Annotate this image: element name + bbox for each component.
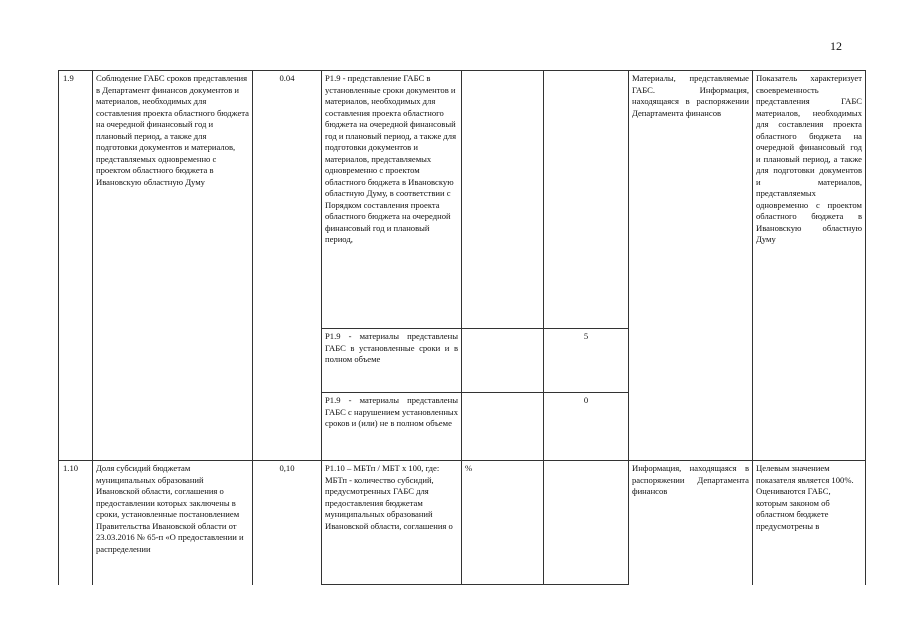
score-cell: 5 bbox=[544, 329, 629, 393]
indicator-name: Доля субсидий бюджетам муниципальных образований Ивановской области, соглашения о предоставлении которых заключены в сроки, установленные постановлением Правительства Ивановской области от 23.03.2016 № 65-п «О предоставлении и распределении bbox=[93, 461, 253, 585]
score-cell bbox=[544, 71, 629, 329]
formula-cell: Р1.9 - представление ГАБС в установленные сроки документов и материалов, необходимых для составления проекта областного бюджета на очередной финансовый год и плановый период, а также для подготовки документов и материалов, представляемых одновременно с проектом областного бюджета в Ивановскую областную Думу, в соответствии с Порядком составления проекта областного бюджета на очередной финансовый год и плановый период, bbox=[322, 71, 462, 329]
indicator-comment: Показатель характеризует своевременность представления ГАБС материалов, необходимых для составления проекта областного бюджета на очередной финансовый год и плановый период, а также для подготовки документов и материалов, представляемых одновременно с проектом областного бюджета в Ивановскую областную Думу bbox=[753, 71, 866, 461]
indicator-name: Соблюдение ГАБС сроков представления в Департамент финансов документов и материалов, необходимых для составления проекта областного бюджета на очередной финансовый год и плановый период, а также для подготовки документов и материалов, представляемых одновременно с проектом областного бюджета в Ивановскую областную Думу bbox=[93, 71, 253, 461]
data-source: Информация, находящаяся в распоряжении Департамента финансов bbox=[629, 461, 753, 585]
indicator-comment: Целевым значением показателя является 100%. Оцениваются ГАБС, которым законом об областном бюджете предусмотрены в bbox=[753, 461, 866, 585]
table-row bbox=[59, 71, 866, 329]
data-source: Материалы, представляемые ГАБС. Информация, находящаяся в распоряжении Департамента финансов bbox=[629, 71, 753, 461]
score-cell: 0 bbox=[544, 393, 629, 461]
unit-cell bbox=[462, 393, 544, 461]
row-number: 1.9 bbox=[59, 71, 93, 461]
row-number: 1.10 bbox=[59, 461, 93, 585]
formula-cell: Р1.9 - материалы представлены ГАБС в установленные сроки и в полном объеме bbox=[322, 329, 462, 393]
unit-cell: % bbox=[462, 461, 544, 585]
unit-cell bbox=[462, 71, 544, 329]
unit-cell bbox=[462, 329, 544, 393]
indicator-weight: 0.04 bbox=[253, 71, 322, 461]
formula-cell: Р1.9 - материалы представлены ГАБС с нарушением установленных сроков и (или) не в полном объеме bbox=[322, 393, 462, 461]
formula-cell: Р1.10 – МБТп / МБТ х 100, где: МБТп - количество субсидий, предусмотренных ГАБС для предоставления бюджетам муниципальных образований Ивановской области, соглашения о bbox=[322, 461, 462, 585]
indicator-table bbox=[58, 70, 866, 585]
indicator-weight: 0,10 bbox=[253, 461, 322, 585]
page-number: 12 bbox=[830, 39, 842, 53]
score-cell bbox=[544, 461, 629, 585]
table-row bbox=[59, 461, 866, 585]
